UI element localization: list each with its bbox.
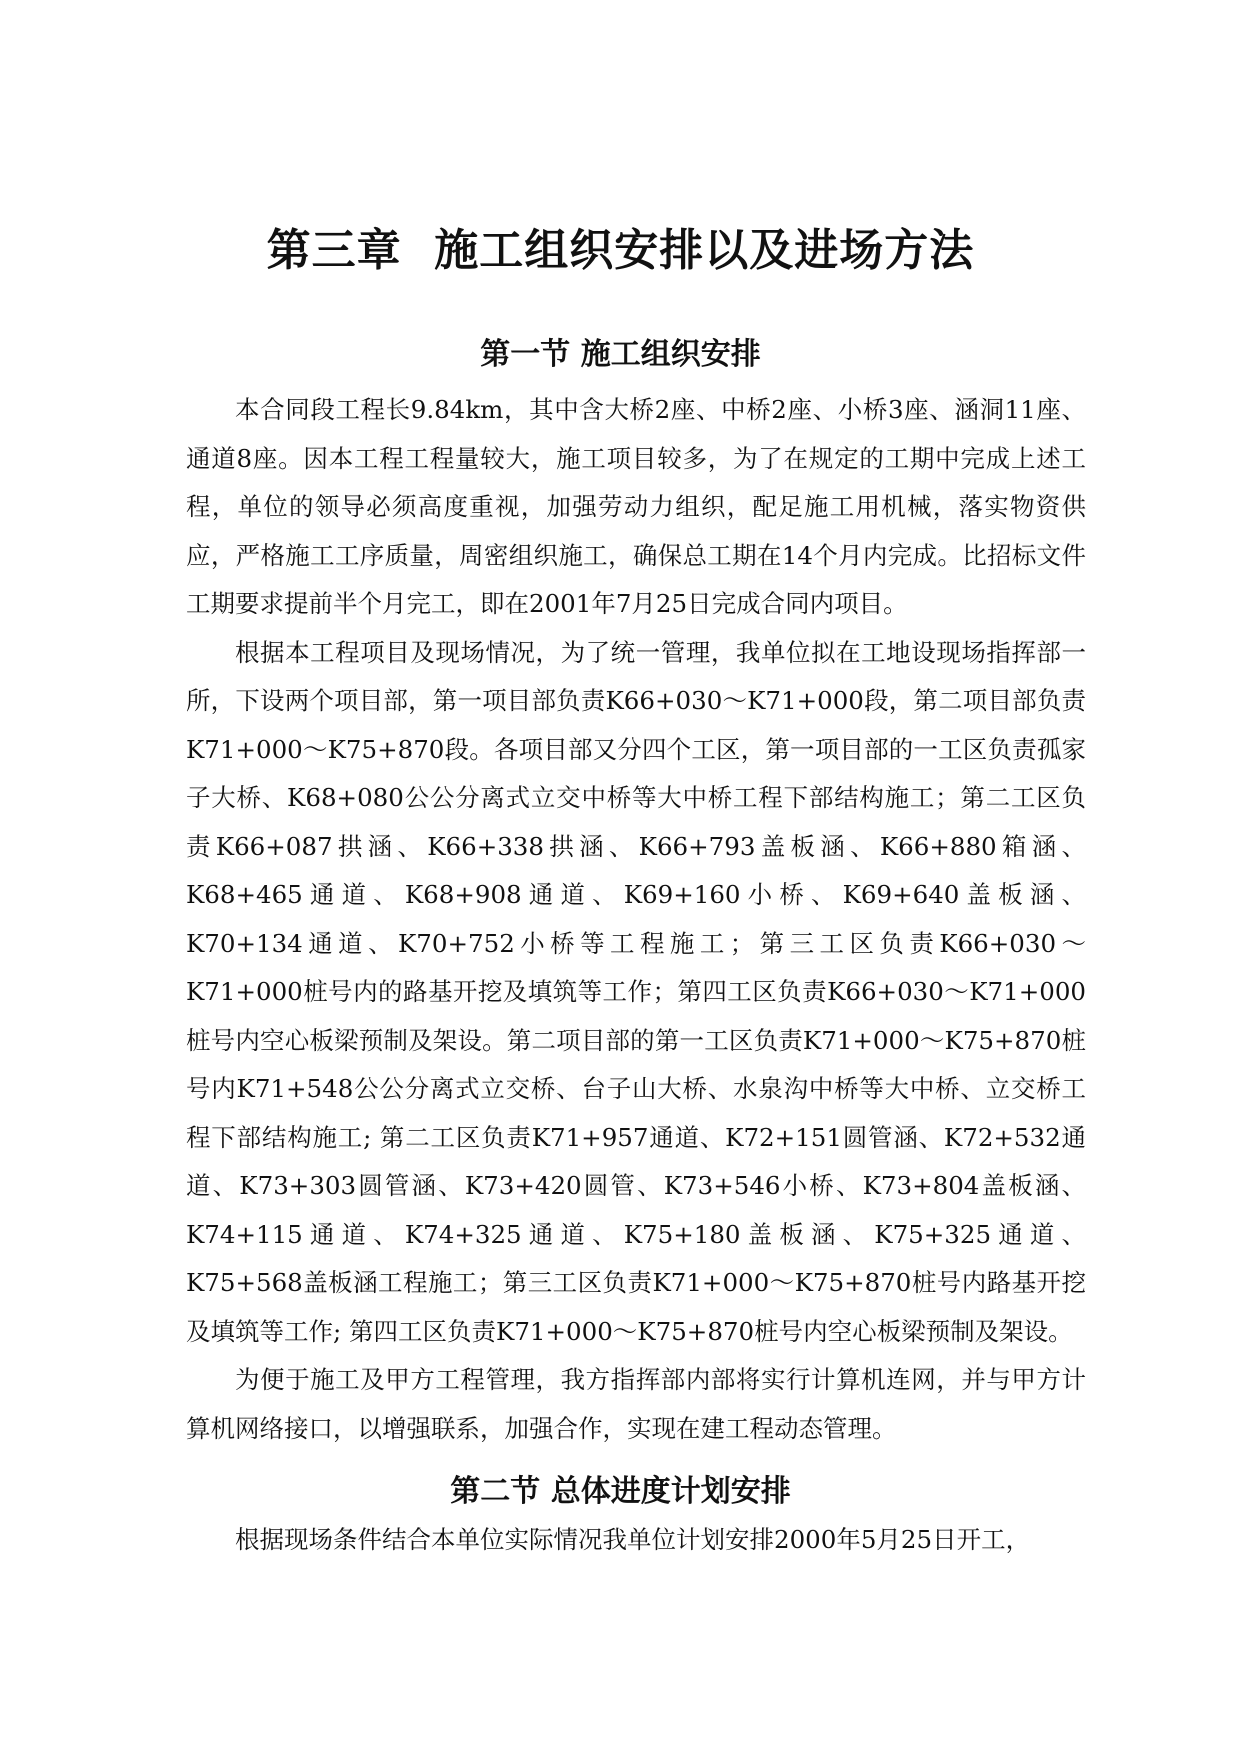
section-title-1: 第一节 施工组织安排 [480,336,761,372]
section-title-2: 第二节 总体进度计划安排 [450,1473,791,1509]
chapter-title: 第三章 施工组织安排以及进场方法 [266,225,975,277]
paragraph: 为便于施工及甲方工程管理，我方指挥部内部将实行计算机连网，并与甲方计算机网络接口，以增强联系，加强合作，实现在建工程动态管理。 [186,1365,1086,1443]
paragraph: 本合同段工程长9.84km，其中含大桥2座、中桥2座、小桥3座、涵洞11座、通道8座。因本工程工程量较大，施工项目较多，为了在规定的工期中完成上述工程，单位的领导必须高度重视，加强劳动力组织，配足施工用机械，落实物资供应，严格施工工序质量，周密组织施工，确保总工期在14个月内完成。比招标文件工期要求提前半个月完工，即在2001年7月25日完成合同内项目。 [186,395,1086,618]
paragraph: 根据现场条件结合本单位实际情况我单位计划安排2000年5月25日开工， [235,1525,1031,1554]
section-1-body [186,386,1086,1453]
section-2-body [186,1516,1086,1565]
paragraph: 根据本工程项目及现场情况，为了统一管理，我单位拟在工地设现场指挥部一所，下设两个项目部，第一项目部负责K66+030～K71+000段，第二项目部负责K71+000～K75+870段。各项目部又分四个工区，第一项目部的一工区负责孤家子大桥、K68+080公公分离式立交中桥等大中桥工程下部结构施工；第二工区负责K66+087拱涵、K66+338拱涵、K66+793盖板涵、K66+880箱涵、K68+465通道、K68+908通道、K69+160小桥、K69+640盖板涵、K70+134通道、K70+752小桥等工程施工；第三工区负责K66+030～K71+000桩号内的路基开挖及填筑等工作；第四工区负责K66+030～K71+000桩号内空心板梁预制及架设。第二项目部的第一工区负责K71+000～K75+870桩号内K71+548公公分离式立交桥、台子山大桥、水泉沟中桥等大中桥、立交桥工程下部结构施工; 第二工区负责K71+957通道、K72+151圆管涵、K72+532通道、K73+303圆管涵、K73+420圆管、K73+546小桥、K73+804盖板涵、K74+115通道、K74+325通道、K75+180盖板涵、K75+325通道、K75+568盖板涵工程施工；第三工区负责K71+000～K75+870桩号内路基开挖及填筑等工作; 第四工区负责K71+000～K75+870桩号内空心板梁预制及架设。 [186,637,1086,1346]
